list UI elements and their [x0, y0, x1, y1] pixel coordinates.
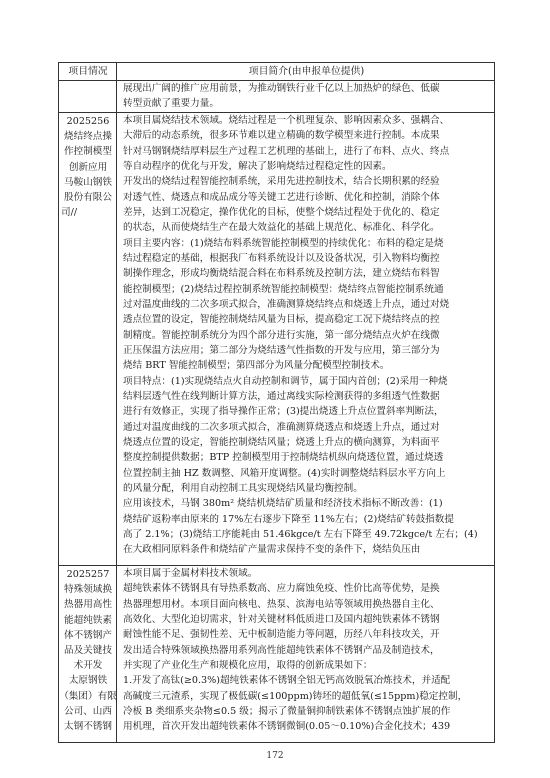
row-continuation-summary: 展现出广阔的推广应用前景，为推动钢铁行业千亿以上加热炉的绿色、低碳 转型贡献了重要力量。: [123, 83, 440, 110]
project-info-2025257: 2025257 特殊领域换 热器用高性 能超纯铁素 体不锈钢产 品及关键技 术开发 太原钢铁 （集团）有限 公司、山西 太钢不锈钢: [59, 569, 117, 733]
page-number: 172: [266, 751, 284, 761]
header-project-info: 项目情况: [68, 66, 108, 77]
project-info-2025256: 2025256 烧结终点操 作控制模型 创新应用 马鞍山钢铁 股份有限公 司//: [61, 116, 112, 219]
project-summary-2025257: 本项目属于金属材料技术领域。 超纯铁素体不锈钢具有导热系数高、应力腐蚀免疫、性价比高等优势，是换 热器理想用材。本项目面向核电、热泵、滨海电站等领域用换热器自主化、 高效化、大型化迫切需求，针对关键材料低质进口及国内超纯铁素体不锈钢 耐蚀性能不足、强韧性差、无中板制造能力等问题，历经八年科技攻关，开 发出适合特殊领域换热器用系列高性能超纯铁素体不锈钢产品及制造技术， 并实现了产业化生产和规模化应用，取得的创新成果如下： 1.开发了高钛(≥0.3%)超纯铁素体不锈钢全铝无钙高效脱氧冶炼技术，并适配 高碱度三元渣系，实现了极低碳(≤100ppm)铸坯的超低氧(≤15ppm)稳定控制， 冷板 B 类细系夹杂物≤0.5 级；揭示了微量铜抑制铁素体不锈钢点蚀扩展的作 用机理，首次开发出超纯铁素体不锈钢微铜(0.05～0.10%)合金化技术；439: [123, 568, 468, 733]
project-table: [58, 62, 495, 743]
header-project-summary: 项目简介(由申报单位提供): [248, 66, 365, 77]
project-summary-2025256: 本项目属烧结技术领域。烧结过程是一个机理复杂、影响因素众多、强耦合、 大滞后的动态系统，很多环节难以建立精确的数学模型来进行控制。本成果 针对马钢钢烧结厚料层生产过程工艺机理的基础上，进行了布料、点火、终点 等自动程序的优化与开发，解决了影响烧结过程稳定性的因素。 开发出的烧结过程智能控制系统，采用先进控制技术，结合长期积累的经验 对透气性、烧透点和成品成分等关键工艺进行诊断、优化和控制，消除个体 差异，达到工况稳定，操作优化的目标，使整个烧结过程处于优化的、稳定 的状态，从而使烧结生产在最大效益化的基础上规范化、标准化、科学化。 项目主要内容：(1)烧结布料系统智能控制模型的持续优化：布料的稳定是烧 结过程稳定的基础，根据我厂布料系统设计以及设备状况，引入物料均衡控 制操作理念，形成均衡烧结混合料在布料系统及控制方法，建立烧结布料智 能控制模型；(2)烧结过程控制系统智能控制模型：烧结终点智能控制系统通 过对温度曲线的二次多项式拟合，准确测算烧结终点和烧透上升点，通过对烧 透点位置的设定，智能控制烧结风量为目标，提高稳定工况下烧结终点的控 制精度。智能控制系统分为四个部分进行实施，第一部分烧结点火炉在线微 正压保温方法应用；第二部分为烧结透气性指数的开发与应用，第三部分为 烧结 BRT 智能控制模型；第四部分为风量分配模型控制技术。 项目特点：(1)实现烧结点火自动控制和调节，属于国内首创；(2)采用一种烧 结料层透气性在线判断计算方法，通过离线实际检测获得的多组透气性数据 进行有效修正，实现了指导操作正常；(3)提出烧透上升点位置斜率判断法， 通过对温度曲线的二次多项式拟合，准确测算烧透点和烧透上升点，通过对 烧透点位置的设定，智能控制烧结风量；烧透上升点的横向测算，为料面平 整度控制提供数据；BTP 控制模型用于控制烧结机纵向烧透位置，通过烧透 位置控制主抽 HZ 数调整、风箱开度调整。(4)实时调整烧结料层水平方向上 的风量分配，利用自动控制工具实现烧结风量均衡控制。 应用该技术，马钢 380m² 烧结机烧结矿质量和经济技术指标不断改善：(1) 烧结矿返粉率由原来的 17%左右逐步下降至 11%左右；(2)烧结矿转鼓指数提 高了 2.1%；(3)烧结工序能耗由 51.46kgce/t 左右下降至 49.72kgce/t 左右；(4) 在大政相同原料条件和烧结矿产量需求保持不变的条件下，烧结负压由: [123, 115, 478, 556]
